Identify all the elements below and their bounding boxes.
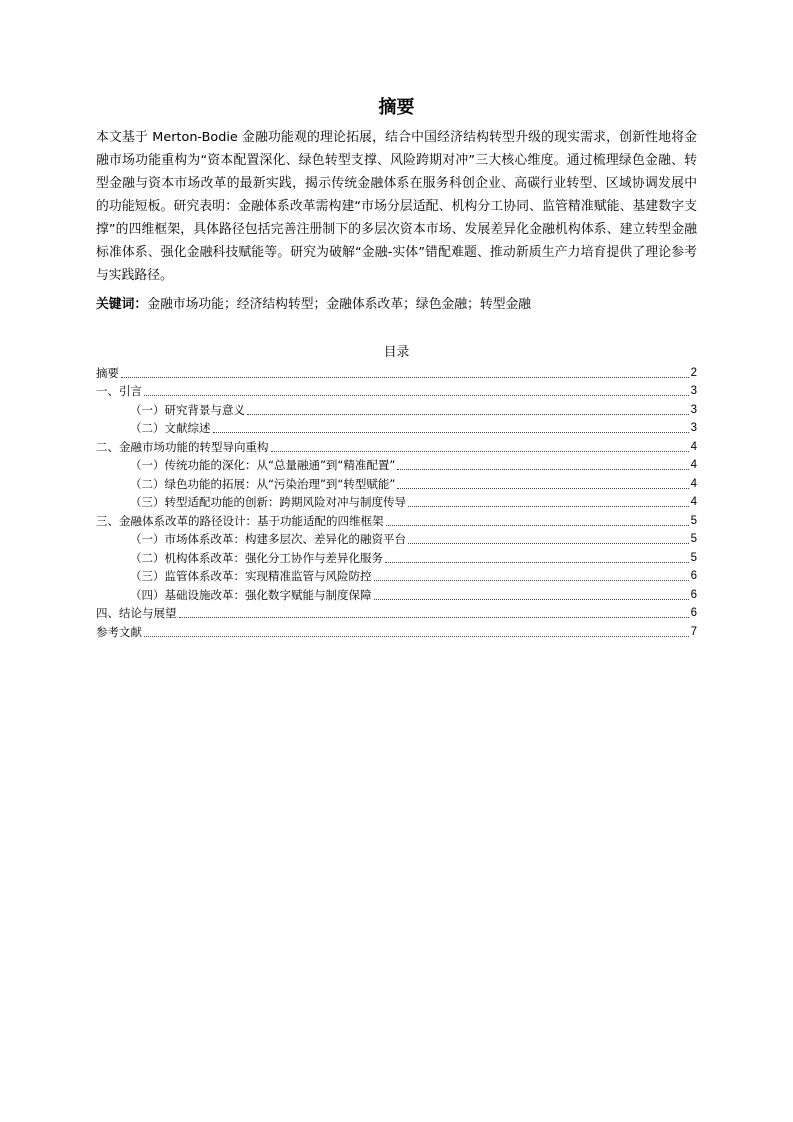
toc-entry-page: 4 — [690, 459, 697, 471]
toc-leader-dots — [385, 561, 689, 563]
toc-entry-text: 参考文献 — [96, 624, 142, 639]
toc-entry[interactable] — [96, 584, 697, 603]
toc-leader-dots — [121, 376, 689, 378]
toc-entry-text: 一、引言 — [96, 384, 142, 398]
toc-entry[interactable] — [96, 436, 697, 455]
toc-entry-page: 6 — [690, 588, 697, 601]
toc-entry-page: 3 — [690, 403, 697, 416]
toc-entry-text: （二）机构体系改革：强化分工协作与差异化服务 — [130, 550, 383, 565]
toc-entry-page: 3 — [690, 422, 697, 434]
toc-entry-page: 5 — [690, 551, 697, 564]
toc-entry[interactable] — [96, 473, 697, 492]
toc-entry-page: 5 — [690, 514, 697, 527]
toc-entry-text: （二）文献综述 — [130, 421, 211, 435]
toc-entry[interactable] — [96, 455, 697, 474]
toc-entry-page: 2 — [690, 366, 697, 379]
toc-leader-dots — [144, 394, 689, 396]
toc-entry-page: 7 — [690, 625, 697, 638]
toc-entry[interactable] — [96, 603, 697, 622]
toc-entry-text: 二、金融市场功能的转型导向重构 — [96, 439, 269, 454]
toc-entry[interactable] — [96, 492, 697, 511]
toc-entry-text: （三）监管体系改革：实现精准监管与风险防控 — [130, 569, 372, 583]
toc-entry[interactable] — [96, 399, 697, 418]
toc-entry-text: （四）基础设施改革：强化数字赋能与制度保障 — [130, 587, 372, 602]
toc-leader-dots — [408, 542, 689, 544]
toc-leader-dots — [374, 598, 689, 600]
toc-entry[interactable] — [96, 621, 697, 640]
toc-entry-text: （三）转型适配功能的创新：跨期风险对冲与制度传导 — [130, 495, 406, 509]
toc-entry[interactable] — [96, 529, 697, 548]
toc-leader-dots — [213, 431, 689, 433]
keywords-line — [96, 295, 697, 315]
toc-leader-dots — [386, 524, 689, 526]
toc-entry[interactable] — [96, 381, 697, 400]
toc-entry[interactable] — [96, 362, 697, 381]
toc-leader-dots — [374, 579, 689, 581]
toc-entry[interactable] — [96, 566, 697, 585]
toc-entry-page: 4 — [690, 496, 697, 508]
toc-leader-dots — [397, 487, 688, 489]
toc-entry-page: 4 — [690, 477, 697, 490]
toc-entry-text: 三、金融体系改革的路径设计：基于功能适配的四维框架 — [96, 513, 384, 528]
abstract-title: 摘要 — [378, 97, 415, 118]
toc-entry[interactable] — [96, 547, 697, 566]
table-of-contents — [96, 362, 697, 640]
toc-leader-dots — [408, 505, 689, 507]
toc-entry[interactable] — [96, 510, 697, 529]
toc-leader-dots — [271, 450, 689, 452]
toc-leader-dots — [247, 413, 689, 415]
toc-entry-page: 6 — [690, 570, 697, 582]
toc-entry-page: 6 — [690, 607, 697, 619]
abstract-body: 本文基于 Merton-Bodie 金融功能观的理论拓展，结合中国经济结构转型升级的现实需求，创新性地将金融市场功能重构为“资本配置深化、绿色转型支撑、风险跨期对冲”三大核心维度。通过梳理绿色金融、转型金融与资本市场改革的最新实践，揭示传统金融体系在服务科创企业、高碳行业转型、区域协调发展中的功能短板。研究表明：金融体系改革需构建“市场分层适配、机构分工协同、监管精准赋能、基建数字支撑”的四维框架，具体路径包括完善注册制下的多层次资本市场、发展差异化金融机构体系、建立转型金融标准体系、强化金融科技赋能等。研究为破解“金融-实体”错配难题、推动新质生产力培育提供了理论参考与实践路径。 — [96, 130, 697, 283]
toc-entry-text: 摘要 — [96, 365, 119, 380]
toc-leader-dots — [179, 616, 689, 618]
toc-leader-dots — [144, 635, 689, 637]
keywords-text: 金融市场功能；经济结构转型；金融体系改革；绿色金融；转型金融 — [147, 297, 532, 312]
toc-entry-text: （二）绿色功能的拓展：从“污染治理”到“转型赋能” — [130, 476, 396, 491]
keywords-label: 关键词： — [96, 297, 148, 312]
toc-leader-dots — [397, 468, 688, 470]
toc-title: 目录 — [383, 345, 410, 360]
toc-entry-text: （一）研究背景与意义 — [130, 402, 245, 417]
toc-entry-text: （一）市场体系改革：构建多层次、差异化的融资平台 — [130, 532, 406, 546]
toc-entry-page: 5 — [690, 533, 697, 545]
toc-entry-page: 4 — [690, 440, 697, 453]
toc-entry[interactable] — [96, 418, 697, 437]
toc-entry-text: （一）传统功能的深化：从“总量融通”到“精准配置” — [130, 458, 396, 472]
toc-entry-text: 四、结论与展望 — [96, 606, 177, 620]
toc-entry-page: 3 — [690, 385, 697, 397]
